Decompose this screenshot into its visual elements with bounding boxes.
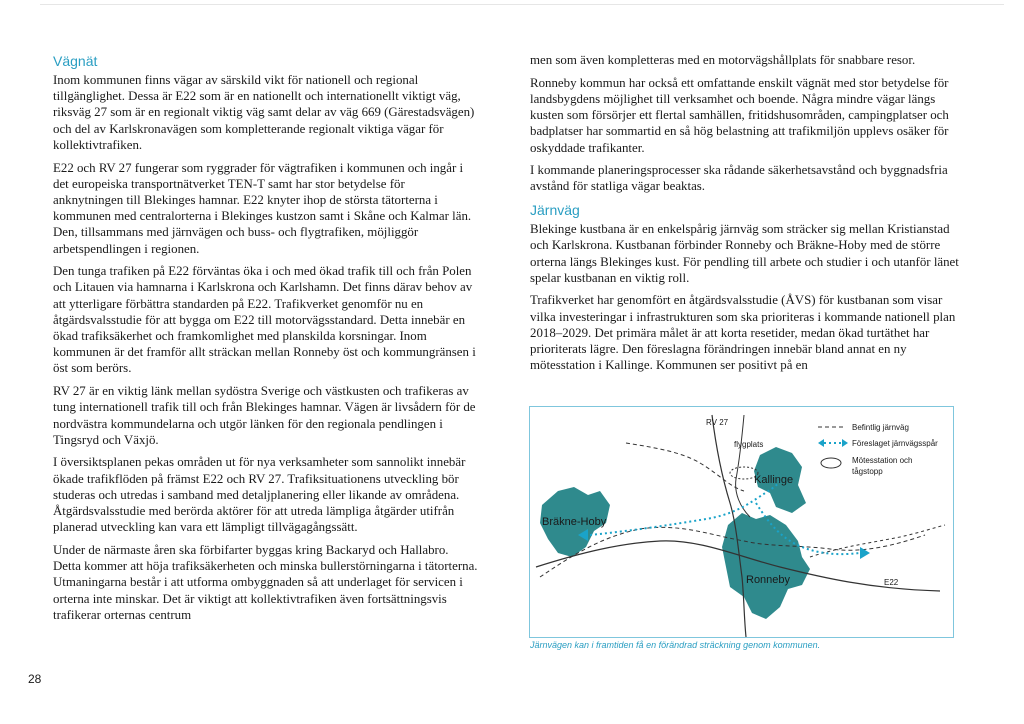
section-heading-vagnat: Vägnät <box>53 53 98 69</box>
paragraph: Den tunga trafiken på E22 förväntas öka i och med ökad trafik till och från Polen och Litauen via hamnarna i Karlskrona och Karlshamn. Det finns därav behov av att ytterligare förbättra standarden på E22. Trafikverket genomför nu en åtgärdsvalsstudie för att bygga om E22 till motorvägsstandard. Detta innebär en ökad trafiksäkerhet och framkomlighet med planskilda korsningar. Inom kommunen är det framför allt sträckan mellan Ronneby öst och kommungränsen i öst som berörs. <box>53 264 476 376</box>
legend-arrow-right <box>842 439 848 447</box>
label-e22: E22 <box>884 578 899 587</box>
proposed-railway-arrowhead <box>860 547 870 559</box>
paragraph: RV 27 är en viktig länk mellan sydöstra Sverige och västkusten och trafikeras av tung internationell trafik till och från Blekinges hamnar. Vägen är livsådern för de nordvästra kommundelarna och utgör länken för den regionala pendlingen i Tingsryd och Växjö. <box>53 384 476 447</box>
legend-station-label: Mötesstation och <box>852 456 913 465</box>
top-rule <box>40 4 1004 5</box>
railway-map <box>529 406 954 638</box>
label-kallinge: Kallinge <box>754 474 794 486</box>
label-rv27: RV 27 <box>706 418 729 427</box>
label-flygplats: flygplats <box>734 440 764 449</box>
legend-existing-rail-label: Befintlig järnväg <box>852 423 909 432</box>
section-heading-jarnvag: Järnväg <box>530 202 580 219</box>
paragraph: I kommande planeringsprocesser ska rådande säkerhetsavstånd och byggnadsfria avstånd för statliga vägar beaktas. <box>530 163 948 194</box>
paragraph: Trafikverket har genomfört en åtgärdsvalsstudie (ÅVS) för kustbanan som visar vilka investeringar i infrastrukturen som ska prioriteras i kommande nationell plan 2018–2029. Det primära målet är att korta resetider, medan ökad turtäthet har prioriterats lägre. Den föreslagna förändringen innebär bland annat en ny mötesstation i Kallinge. Kommunen ser positivt på en <box>530 293 956 373</box>
map-caption: Järnvägen kan i framtiden få en förändrad sträckning genom kommunen. <box>530 640 821 650</box>
paragraph: Inom kommunen finns vägar av särskild vikt för nationell och regional tillgänglighet. Dessa är E22 som är en nationellt och internationellt viktigt väg, riksväg 27 som är en regionalt viktig väg samt delar av väg 669 (Gärestadsvägen) och del av Karlskronavägen som kompletterande regionalt viktiga vägar för kollektivtrafiken. <box>53 73 475 152</box>
legend-station-label-2: tågstopp <box>852 467 883 476</box>
left-column <box>53 52 478 630</box>
paragraph: Ronneby kommun har också ett omfattande enskilt vägnät med stor betydelse för landsbygdens möjlighet till verksamhet och boende. Några mindre vägar längs kusten som försörjer ett flertal samhällen, fritidshusområden, campingplatser och badplatser har sommartid en så hög belastning att trafikmiljön upplevs osäker för oskyddade trafikanter. <box>530 75 949 155</box>
right-column <box>530 52 965 380</box>
legend-station-symbol <box>821 458 841 468</box>
legend-proposed-rail-label: Föreslaget järnvägsspår <box>852 439 938 448</box>
paragraph: men som även kompletteras med en motorvägshållplats för snabbare resor. <box>530 53 916 67</box>
paragraph: Blekinge kustbana är en enkelspårig järnväg som sträcker sig mellan Kristianstad och Karlskrona. Kustbanan förbinder Ronneby och Bräkne-Hoby med de större orterna längs Blekinges kust. För pendling till arbete och studier i och utanför länet spelar kustbanan en viktig roll. <box>530 222 959 285</box>
page-number: 28 <box>28 672 42 686</box>
railway-map-drawing <box>530 407 953 637</box>
road-minor <box>736 415 750 517</box>
road-east <box>810 525 945 557</box>
legend-arrow-left <box>818 439 824 447</box>
label-ronneby: Ronneby <box>746 574 791 586</box>
paragraph: I översiktsplanen pekas områden ut för nya verksamheter som sannolikt innebär ökade trafikflöden på främst E22 och RV 27. Trafiksituationens utveckling bör studeras och utredas i samband med detaljplanering eller likande av områdena. Åtgärdsvalsstudie med berörda aktörer för att utreda lämpliga åtgärder utifrån planerad utveckling kan vara ett lämpligt tillvägagångssätt. <box>53 455 466 535</box>
paragraph: Under de närmaste åren ska förbifarter byggas kring Backaryd och Hallabro. Detta kommer att höja trafiksäkerheten och minska bullerstörningarna i tätorterna. Utmaningarna består i att utforma ombyggnaden så att underlaget för servicen i orterna inte minskar. Det är viktigt att kollektivtrafiken även fortsättningsvis trafikerar orternas centrum <box>53 542 478 622</box>
label-brakne-hoby: Bräkne-Hoby <box>542 516 607 528</box>
paragraph: E22 och RV 27 fungerar som ryggrader för vägtrafiken i kommunen och ingår i det europeiska transportnätverket TEN-T samt har stor betydelse för anknytningen till Blekinges hamnar. E22 knyter ihop de största tätorterna i kommunen med centralorterna i Blekinges kustzon samt i Skåne och Kalmar län. Den, tillsammans med järnvägen och buss- och flygtrafiken, möjliggör arbetspendlingen i regionen. <box>53 160 472 256</box>
existing-railway-branch <box>626 443 744 491</box>
